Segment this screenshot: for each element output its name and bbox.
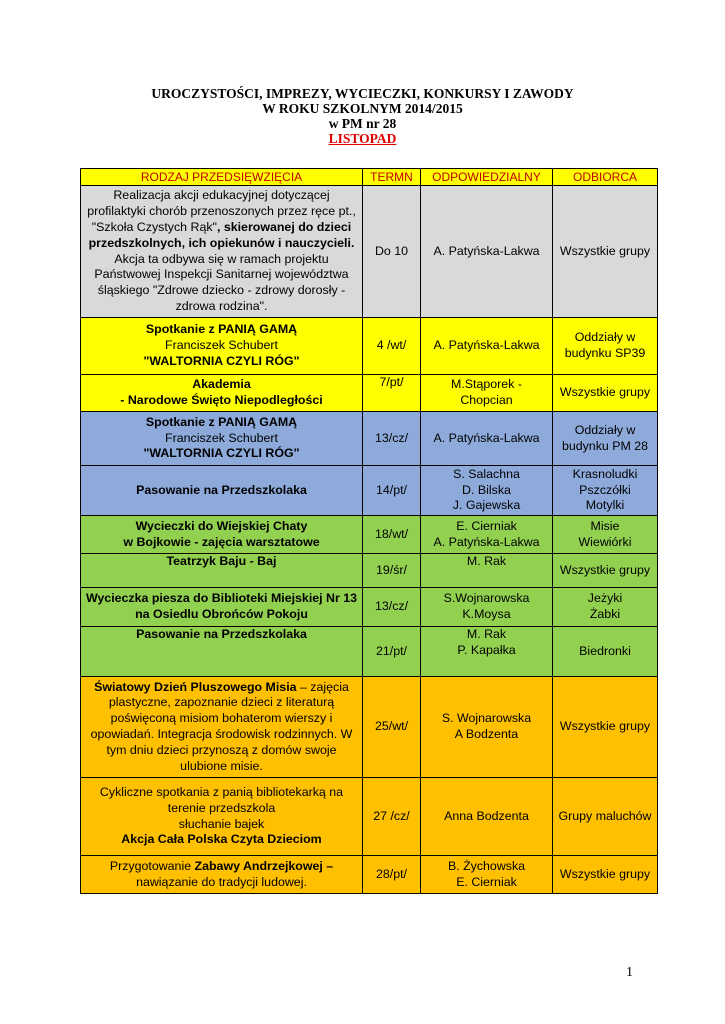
events-table <box>80 168 658 894</box>
event-cell: Pasowanie na Przedszkolaka <box>81 466 363 516</box>
recipient-cell: Biedronki <box>553 627 658 677</box>
responsible-cell: M. Rak P. Kapałka <box>421 627 553 677</box>
column-header-responsible: ODPOWIEDZIALNY <box>421 169 553 186</box>
recipient-cell: Wszystkie grupy <box>553 677 658 778</box>
responsible-cell: M. Rak <box>421 554 553 588</box>
recipient-cell: Wszystkie grupy <box>553 375 658 412</box>
table-header-row <box>81 169 658 186</box>
responsible-cell: S. Salachna D. Bilska J. Gajewska <box>421 466 553 516</box>
event-cell: Wycieczka piesza do Biblioteki Miejskiej Nr 13 na Osiedlu Obrońców Pokoju <box>81 588 363 627</box>
event-cell: Cykliczne spotkania z panią bibliotekarką na terenie przedszkola słuchanie bajek Akcja Cała Polska Czyta Dzieciom <box>81 778 363 856</box>
event-cell: Światowy Dzień Pluszowego Misia – zajęcia plastyczne, zapoznanie dzieci z literaturą poświęconą misiom bohaterom wierszy i opowiadań. Integracja środowisk rodzinnych. W tym dniu dzieci przynoszą z domów swoje ulubione misie. <box>81 677 363 778</box>
header-school: w PM nr 28 <box>328 116 397 131</box>
term-cell: 14/pt/ <box>363 466 421 516</box>
recipient-cell: Krasnoludki Pszczółki Motylki <box>553 466 658 516</box>
document-header <box>0 86 725 146</box>
responsible-cell: M.Stąporek - Chopcian <box>421 375 553 412</box>
event-cell: Pasowanie na Przedszkolaka <box>81 627 363 677</box>
term-cell: 21/pt/ <box>363 627 421 677</box>
page-number: 1 <box>626 965 633 980</box>
table-row <box>81 318 658 375</box>
table-row <box>81 627 658 677</box>
recipient-cell: Misie Wiewiórki <box>553 516 658 554</box>
table-row <box>81 412 658 466</box>
term-cell: 19/śr/ <box>363 554 421 588</box>
term-cell: 13/cz/ <box>363 588 421 627</box>
term-cell: 27 /cz/ <box>363 778 421 856</box>
table-row <box>81 186 658 318</box>
recipient-cell: Wszystkie grupy <box>553 554 658 588</box>
recipient-cell: Jeżyki Żabki <box>553 588 658 627</box>
recipient-cell: Grupy maluchów <box>553 778 658 856</box>
event-cell: Przygotowanie Zabawy Andrzejkowej – nawiązanie do tradycji ludowej. <box>81 856 363 894</box>
event-cell: Akademia - Narodowe Święto Niepodległości <box>81 375 363 412</box>
table-row <box>81 516 658 554</box>
event-cell: Spotkanie z PANIĄ GAMĄ Franciszek Schubert "WALTORNIA CZYLI RÓG" <box>81 318 363 375</box>
term-cell: 7/pt/ <box>363 375 421 412</box>
responsible-cell: S.Wojnarowska K.Moysa <box>421 588 553 627</box>
table-row <box>81 466 658 516</box>
event-cell: Realizacja akcji edukacyjnej dotyczącej profilaktyki chorób przenoszonych przez ręce pt., "Szkoła Czystych Rąk", skierowanej do dzieci przedszkolnych, ich opiekunów i nauczycieli. Akcja ta odbywa się w ramach projektu Państwowej Inspekcji Sanitarnej województwa śląskiego "Zdrowe dziecko - zdrowy dorosły - zdrowa rodzina". <box>81 186 363 318</box>
responsible-cell: A. Patyńska-Lakwa <box>421 318 553 375</box>
table-row <box>81 677 658 778</box>
column-header-event: RODZAJ PRZEDSIĘWZIĘCIA <box>81 169 363 186</box>
recipient-cell: Oddziały w budynku PM 28 <box>553 412 658 466</box>
header-school-year: W ROKU SZKOLNYM 2014/2015 <box>262 101 463 116</box>
responsible-cell: E. Cierniak A. Patyńska-Lakwa <box>421 516 553 554</box>
term-cell: 18/wt/ <box>363 516 421 554</box>
event-cell: Wycieczki do Wiejskiej Chaty w Bojkowie - zajęcia warsztatowe <box>81 516 363 554</box>
recipient-cell: Wszystkie grupy <box>553 856 658 894</box>
table-row <box>81 554 658 588</box>
column-header-term: TERMN <box>363 169 421 186</box>
term-cell: 13/cz/ <box>363 412 421 466</box>
header-title: UROCZYSTOŚCI, IMPREZY, WYCIECZKI, KONKURSY I ZAWODY <box>151 86 574 101</box>
term-cell: 4 /wt/ <box>363 318 421 375</box>
event-cell: Teatrzyk Baju - Baj <box>81 554 363 588</box>
table-row <box>81 375 658 412</box>
responsible-cell: S. Wojnarowska A Bodzenta <box>421 677 553 778</box>
term-cell: Do 10 <box>363 186 421 318</box>
table-row <box>81 856 658 894</box>
recipient-cell: Oddziały w budynku SP39 <box>553 318 658 375</box>
term-cell: 25/wt/ <box>363 677 421 778</box>
responsible-cell: A. Patyńska-Lakwa <box>421 186 553 318</box>
responsible-cell: B. Żychowska E. Cierniak <box>421 856 553 894</box>
responsible-cell: Anna Bodzenta <box>421 778 553 856</box>
event-cell: Spotkanie z PANIĄ GAMĄ Franciszek Schubert "WALTORNIA CZYLI RÓG" <box>81 412 363 466</box>
column-header-recipient: ODBIORCA <box>553 169 658 186</box>
table-row <box>81 778 658 856</box>
term-cell: 28/pt/ <box>363 856 421 894</box>
table-row <box>81 588 658 627</box>
responsible-cell: A. Patyńska-Lakwa <box>421 412 553 466</box>
recipient-cell: Wszystkie grupy <box>553 186 658 318</box>
header-month: LISTOPAD <box>328 131 397 146</box>
